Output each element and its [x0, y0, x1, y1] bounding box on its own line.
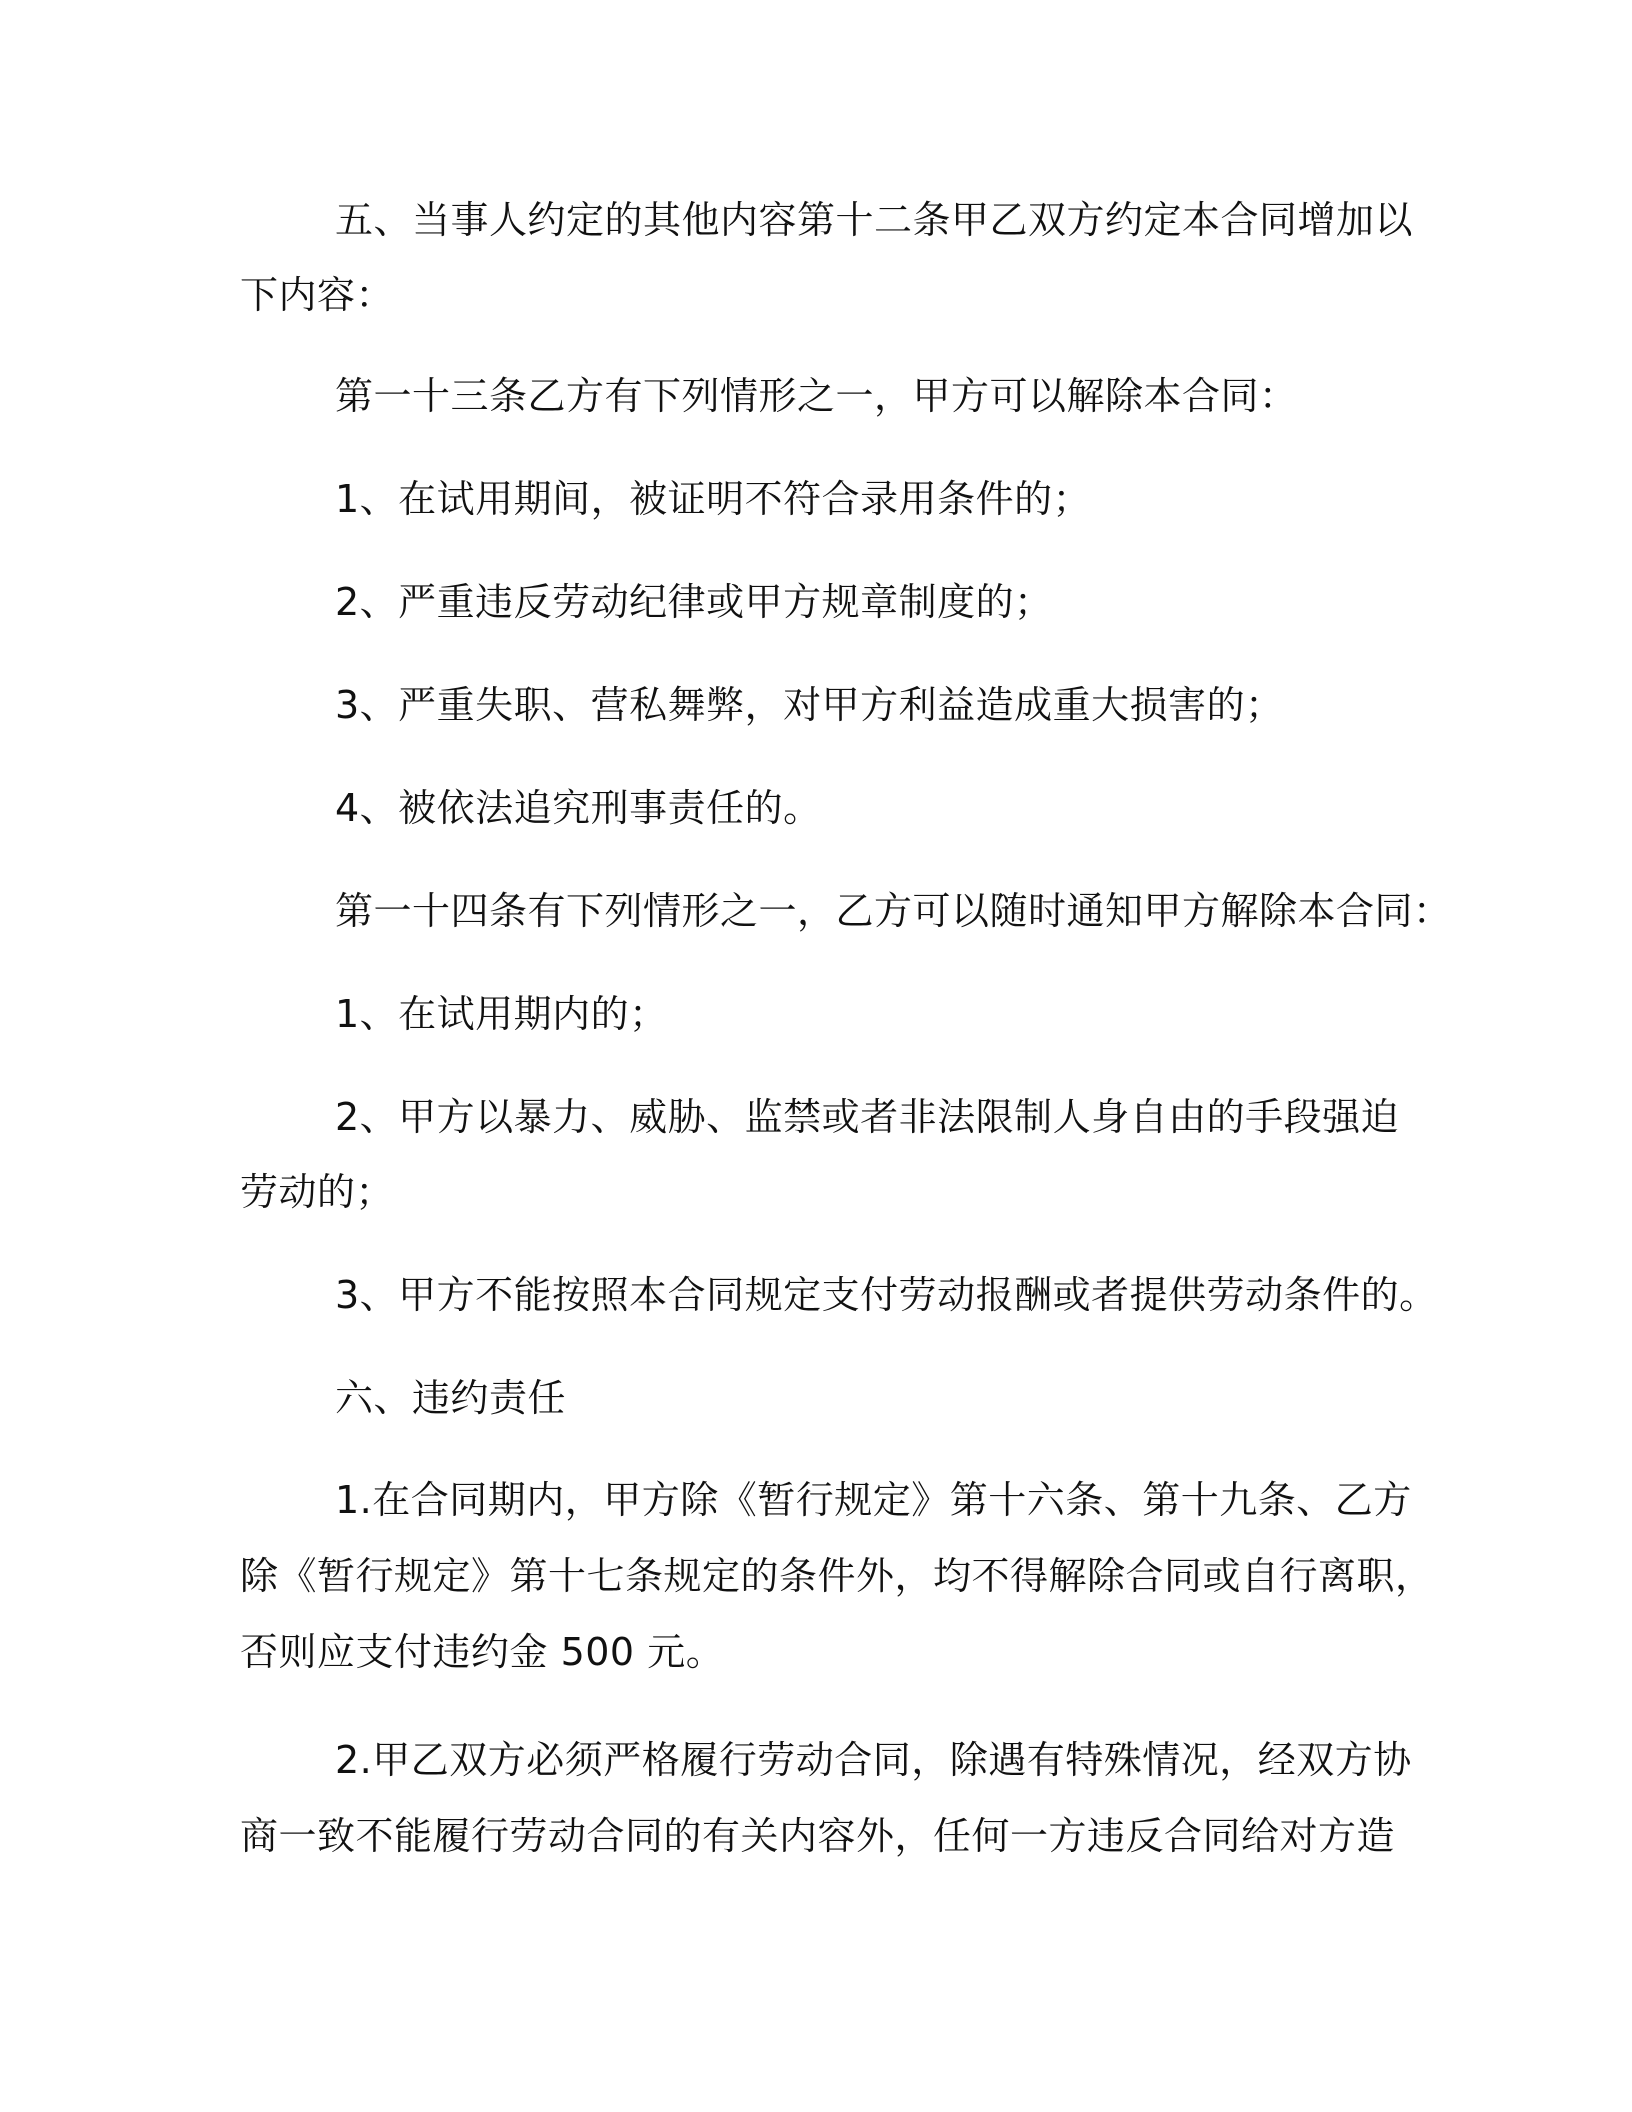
paragraph-line: 2.甲乙双方必须严格履行劳动合同，除遇有特殊情况，经双方协 [335, 1738, 1412, 1782]
list-item: 4、被依法追究刑事责任的。 [335, 786, 822, 830]
paragraph-line: 商一致不能履行劳动合同的有关内容外，任何一方违反合同给对方造 [240, 1814, 1396, 1858]
paragraph-line: 下内容： [240, 273, 395, 317]
list-item: 1、在试用期间，被证明不符合录用条件的； [335, 477, 1092, 521]
paragraph-line: 否则应支付违约金 500 元。 [240, 1630, 725, 1674]
paragraph-line: 劳动的； [240, 1170, 395, 1214]
paragraph-line: 除《暂行规定》第十七条规定的条件外，均不得解除合同或自行离职， [240, 1554, 1434, 1598]
list-item: 2、甲方以暴力、威胁、监禁或者非法限制人身自由的手段强迫 [335, 1095, 1400, 1139]
list-item: 3、甲方不能按照本合同规定支付劳动报酬或者提供劳动条件的。 [335, 1273, 1438, 1317]
list-item: 1、在试用期内的； [335, 992, 668, 1036]
section-heading: 六、违约责任 [335, 1376, 567, 1420]
list-item: 3、严重失职、营私舞弊，对甲方利益造成重大损害的； [335, 683, 1284, 727]
paragraph-line: 五、当事人约定的其他内容第十二条甲乙双方约定本合同增加以 [335, 198, 1414, 242]
paragraph-line: 第一十三条乙方有下列情形之一，甲方可以解除本合同： [335, 374, 1298, 418]
paragraph-line: 第一十四条有下列情形之一，乙方可以随时通知甲方解除本合同： [335, 889, 1452, 933]
list-item: 2、严重违反劳动纪律或甲方规章制度的； [335, 580, 1053, 624]
paragraph-line: 1.在合同期内，甲方除《暂行规定》第十六条、第十九条、乙方 [335, 1478, 1412, 1522]
